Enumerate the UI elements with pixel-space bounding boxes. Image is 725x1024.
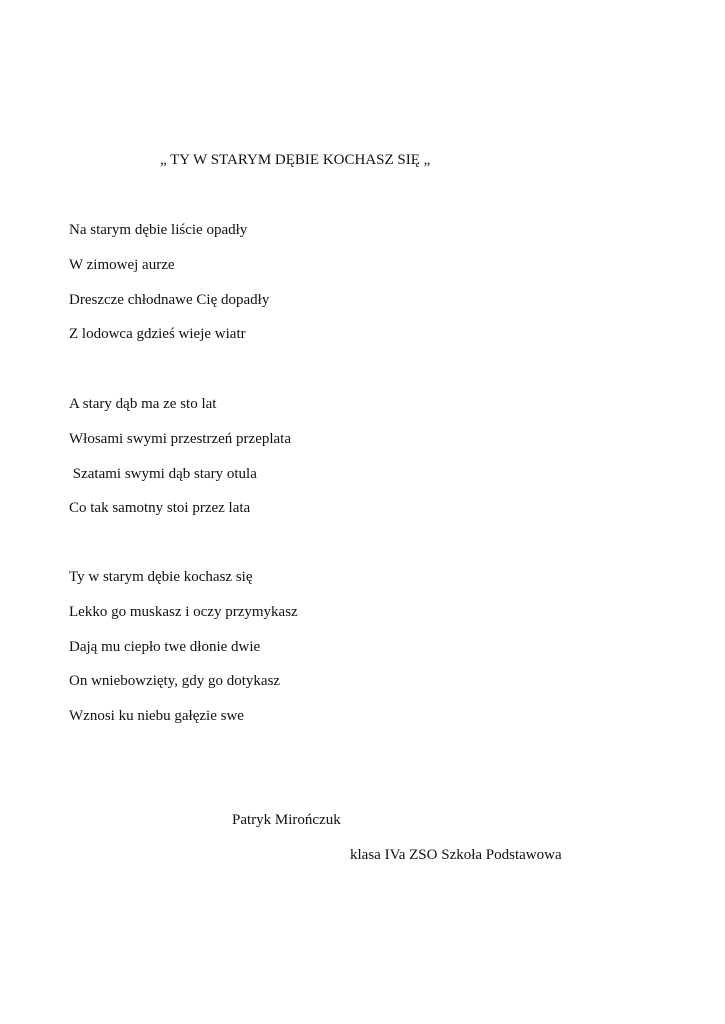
poem-line: W zimowej aurze	[69, 256, 175, 273]
author-class-info: klasa IVa ZSO Szkoła Podstawowa	[350, 847, 562, 863]
poem-line: Dają mu ciepło twe dłonie dwie	[69, 638, 261, 655]
stanza-1	[69, 220, 269, 359]
poem-line: Co tak samotny stoi przez lata	[69, 500, 251, 517]
poem-line: Lekko go muskasz i oczy przymykasz	[69, 603, 298, 620]
poem-line: On wniebowzięty, gdy go dotykasz	[69, 673, 281, 690]
stanza-2	[69, 394, 291, 533]
poem-title: „ TY W STARYM DĘBIE KOCHASZ SIĘ „	[160, 152, 431, 168]
poem-line: Ty w starym dębie kochasz się	[69, 569, 253, 585]
poem-line: Włosami swymi przestrzeń przeplata	[69, 430, 291, 447]
poem-line: A stary dąb ma ze sto lat	[69, 396, 217, 412]
poem-line: Wznosi ku niebu gałęzie swe	[69, 708, 244, 725]
poem-line: Na starym dębie liście opadły	[69, 222, 248, 238]
poem-line: Szatami swymi dąb stary otula	[69, 465, 257, 482]
author-name: Patryk Mirończuk	[232, 812, 341, 828]
poem-line: Z lodowca gdzieś wieje wiatr	[69, 326, 246, 343]
poem-line: Dreszcze chłodnawe Cię dopadły	[69, 291, 270, 308]
stanza-3	[69, 567, 298, 741]
